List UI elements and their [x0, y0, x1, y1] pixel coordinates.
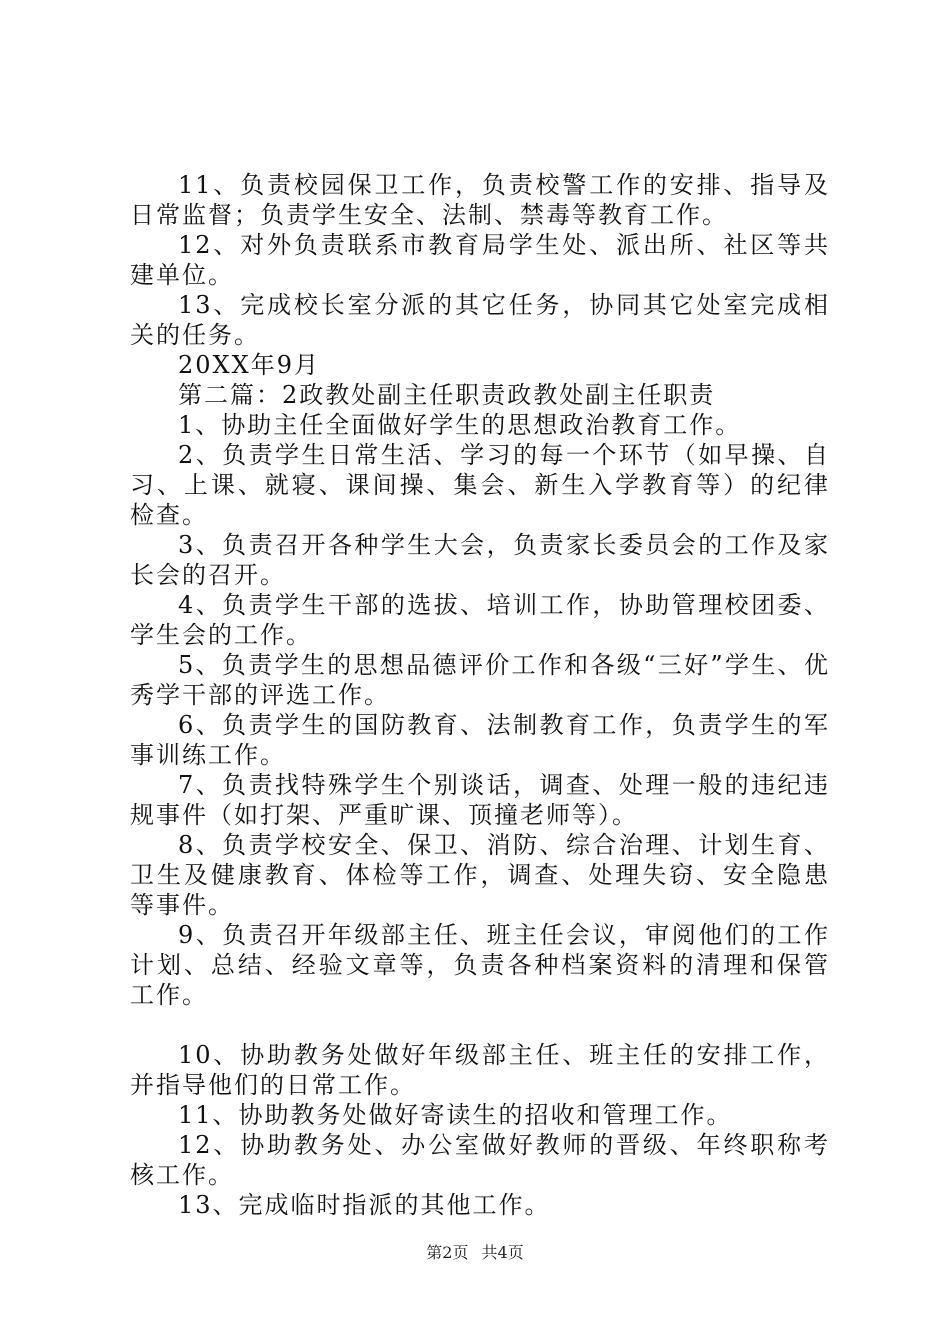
paragraph: 2、负责学生日常生活、学习的每一个环节（如早操、自习、上课、就寝、课间操、集会、新生入学教育等）的纪律检查。 [130, 441, 830, 529]
paragraph: 3、负责召开各种学生大会，负责家长委员会的工作及家长会的召开。 [130, 531, 830, 589]
paragraph: 6、负责学生的国防教育、法制教育工作，负责学生的军事训练工作。 [130, 711, 830, 769]
page-number: 第2页 [426, 1243, 469, 1262]
page-total: 共4页 [481, 1243, 524, 1262]
paragraph: 8、负责学校安全、保卫、消防、综合治理、计划生育、卫生及健康教育、体检等工作，调查、处理失窃、安全隐患等事件。 [130, 831, 830, 919]
section-heading: 第二篇：2政教处副主任职责政教处副主任职责 [178, 381, 716, 409]
blank-line [130, 1010, 830, 1040]
paragraph: 12、对外负责联系市教育局学生处、派出所、社区等共建单位。 [130, 231, 830, 289]
paragraph: 4、负责学生干部的选拔、培训工作，协助管理校团委、学生会的工作。 [130, 591, 830, 649]
paragraph: 12、协助教务处、办公室做好教师的晋级、年终职称考核工作。 [130, 1131, 830, 1189]
paragraph: 11、负责校园保卫工作，负责校警工作的安排、指导及日常监督；负责学生安全、法制、禁毒等教育工作。 [130, 171, 830, 229]
paragraph: 5、负责学生的思想品德评价工作和各级“三好”学生、优秀学干部的评选工作。 [130, 651, 830, 709]
date-line: 20XX年9月 [178, 351, 320, 379]
paragraph: 7、负责找特殊学生个别谈话，调查、处理一般的违纪违规事件（如打架、严重旷课、顶撞老师等）。 [130, 771, 830, 829]
paragraph: 13、完成校长室分派的其它任务，协同其它处室完成相关的任务。 [130, 291, 830, 349]
paragraph: 9、负责召开年级部主任、班主任会议，审阅他们的工作计划、总结、经验文章等，负责各种档案资料的清理和保管工作。 [130, 921, 830, 1009]
page-footer [0, 1243, 950, 1263]
paragraph: 11、协助教务处做好寄读生的招收和管理工作。 [178, 1101, 733, 1129]
paragraph: 10、协助教务处做好年级部主任、班主任的安排工作，并指导他们的日常工作。 [130, 1041, 830, 1099]
document-body [130, 170, 830, 1220]
paragraph: 13、完成临时指派的其他工作。 [178, 1191, 551, 1219]
paragraph: 1、协助主任全面做好学生的思想政治教育工作。 [178, 411, 742, 439]
